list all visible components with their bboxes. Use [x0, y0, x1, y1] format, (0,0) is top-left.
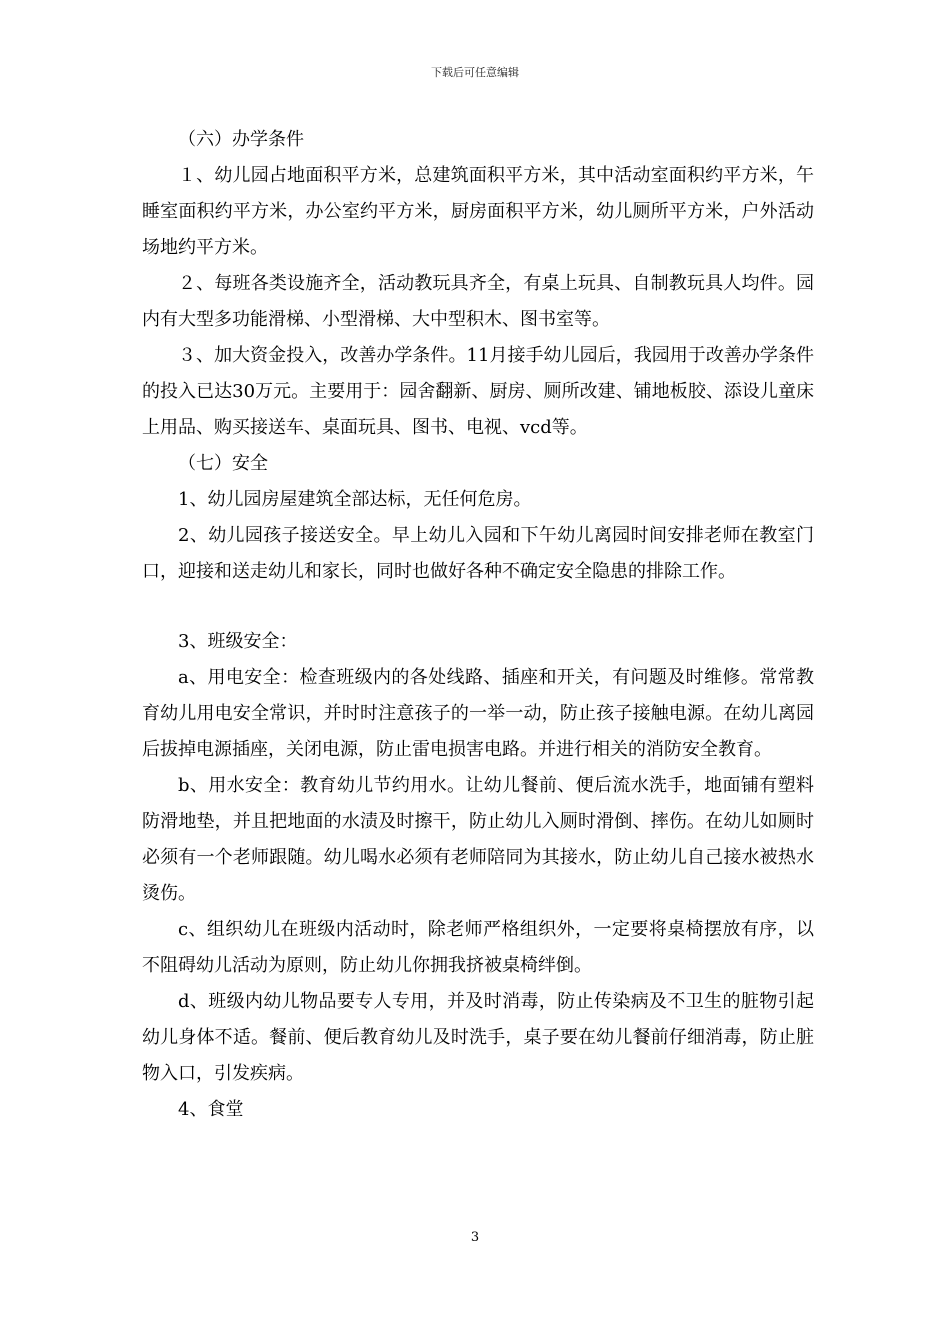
paragraph-activities: c、组织幼儿在班级内活动时，除老师严格组织外，一定要将桌椅摆放有序，以不阻碍幼儿活动为原则，防止幼儿你拥我挤被桌椅绊倒。 — [142, 919, 814, 976]
paragraph-facilities: ２、每班各类设施齐全，活动教玩具齐全，有桌上玩具、自制教玩具人均件。园内有大型多功能滑梯、小型滑梯、大中型积木、图书室等。 — [142, 273, 814, 330]
paragraph-class-safety: 3、班级安全： — [178, 631, 298, 652]
paragraph-buildings: 1、幼儿园房屋建筑全部达标，无任何危房。 — [178, 489, 532, 510]
page-number: 3 — [470, 1230, 480, 1245]
paragraph-pickup: 2、幼儿园孩子接送安全。早上幼儿入园和下午幼儿离园时间安排老师在教室门口，迎接和送走幼儿和家长，同时也做好各种不确定安全隐患的排除工作。 — [142, 525, 814, 582]
paragraph-canteen: 4、食堂 — [178, 1099, 244, 1120]
paragraph-water: b、用水安全：教育幼儿节约用水。让幼儿餐前、便后流水洗手，地面铺有塑料防滑地垫，并且把地面的水渍及时擦干，防止幼儿入厕时滑倒、摔伤。在幼儿如厕时必须有一个老师跟随。幼儿喝水必须有老师陪同为其接水，防止幼儿自己接水被热水烫伤。 — [142, 775, 814, 904]
page-header: 下载后可任意编辑 — [431, 66, 519, 79]
section-heading-safety: （七）安全 — [178, 453, 268, 474]
section-heading-conditions: （六）办学条件 — [178, 129, 304, 150]
paragraph-area: １、幼儿园占地面积平方米，总建筑面积平方米，其中活动室面积约平方米，午睡室面积约平方米，办公室约平方米，厨房面积平方米，幼儿厕所平方米，户外活动场地约平方米。 — [142, 165, 814, 258]
paragraph-investment: ３、加大资金投入，改善办学条件。11月接手幼儿园后，我园用于改善办学条件的投入已达30万元。主要用于：园舍翻新、厨房、厕所改建、铺地板胶、添设儿童床上用品、购买接送车、桌面玩具、图书、电视、vcd等。 — [142, 345, 814, 438]
paragraph-hygiene: d、班级内幼儿物品要专人专用，并及时消毒，防止传染病及不卫生的脏物引起幼儿身体不适。餐前、便后教育幼儿及时洗手，桌子要在幼儿餐前仔细消毒，防止脏物入口，引发疾病。 — [142, 991, 814, 1084]
document-body — [142, 122, 814, 1128]
blank-line — [142, 590, 814, 624]
paragraph-electricity: a、用电安全：检查班级内的各处线路、插座和开关，有问题及时维修。常常教育幼儿用电安全常识，并时时注意孩子的一举一动，防止孩子接触电源。在幼儿离园后拔掉电源插座，关闭电源，防止雷电损害电路。并进行相关的消防安全教育。 — [142, 667, 814, 760]
